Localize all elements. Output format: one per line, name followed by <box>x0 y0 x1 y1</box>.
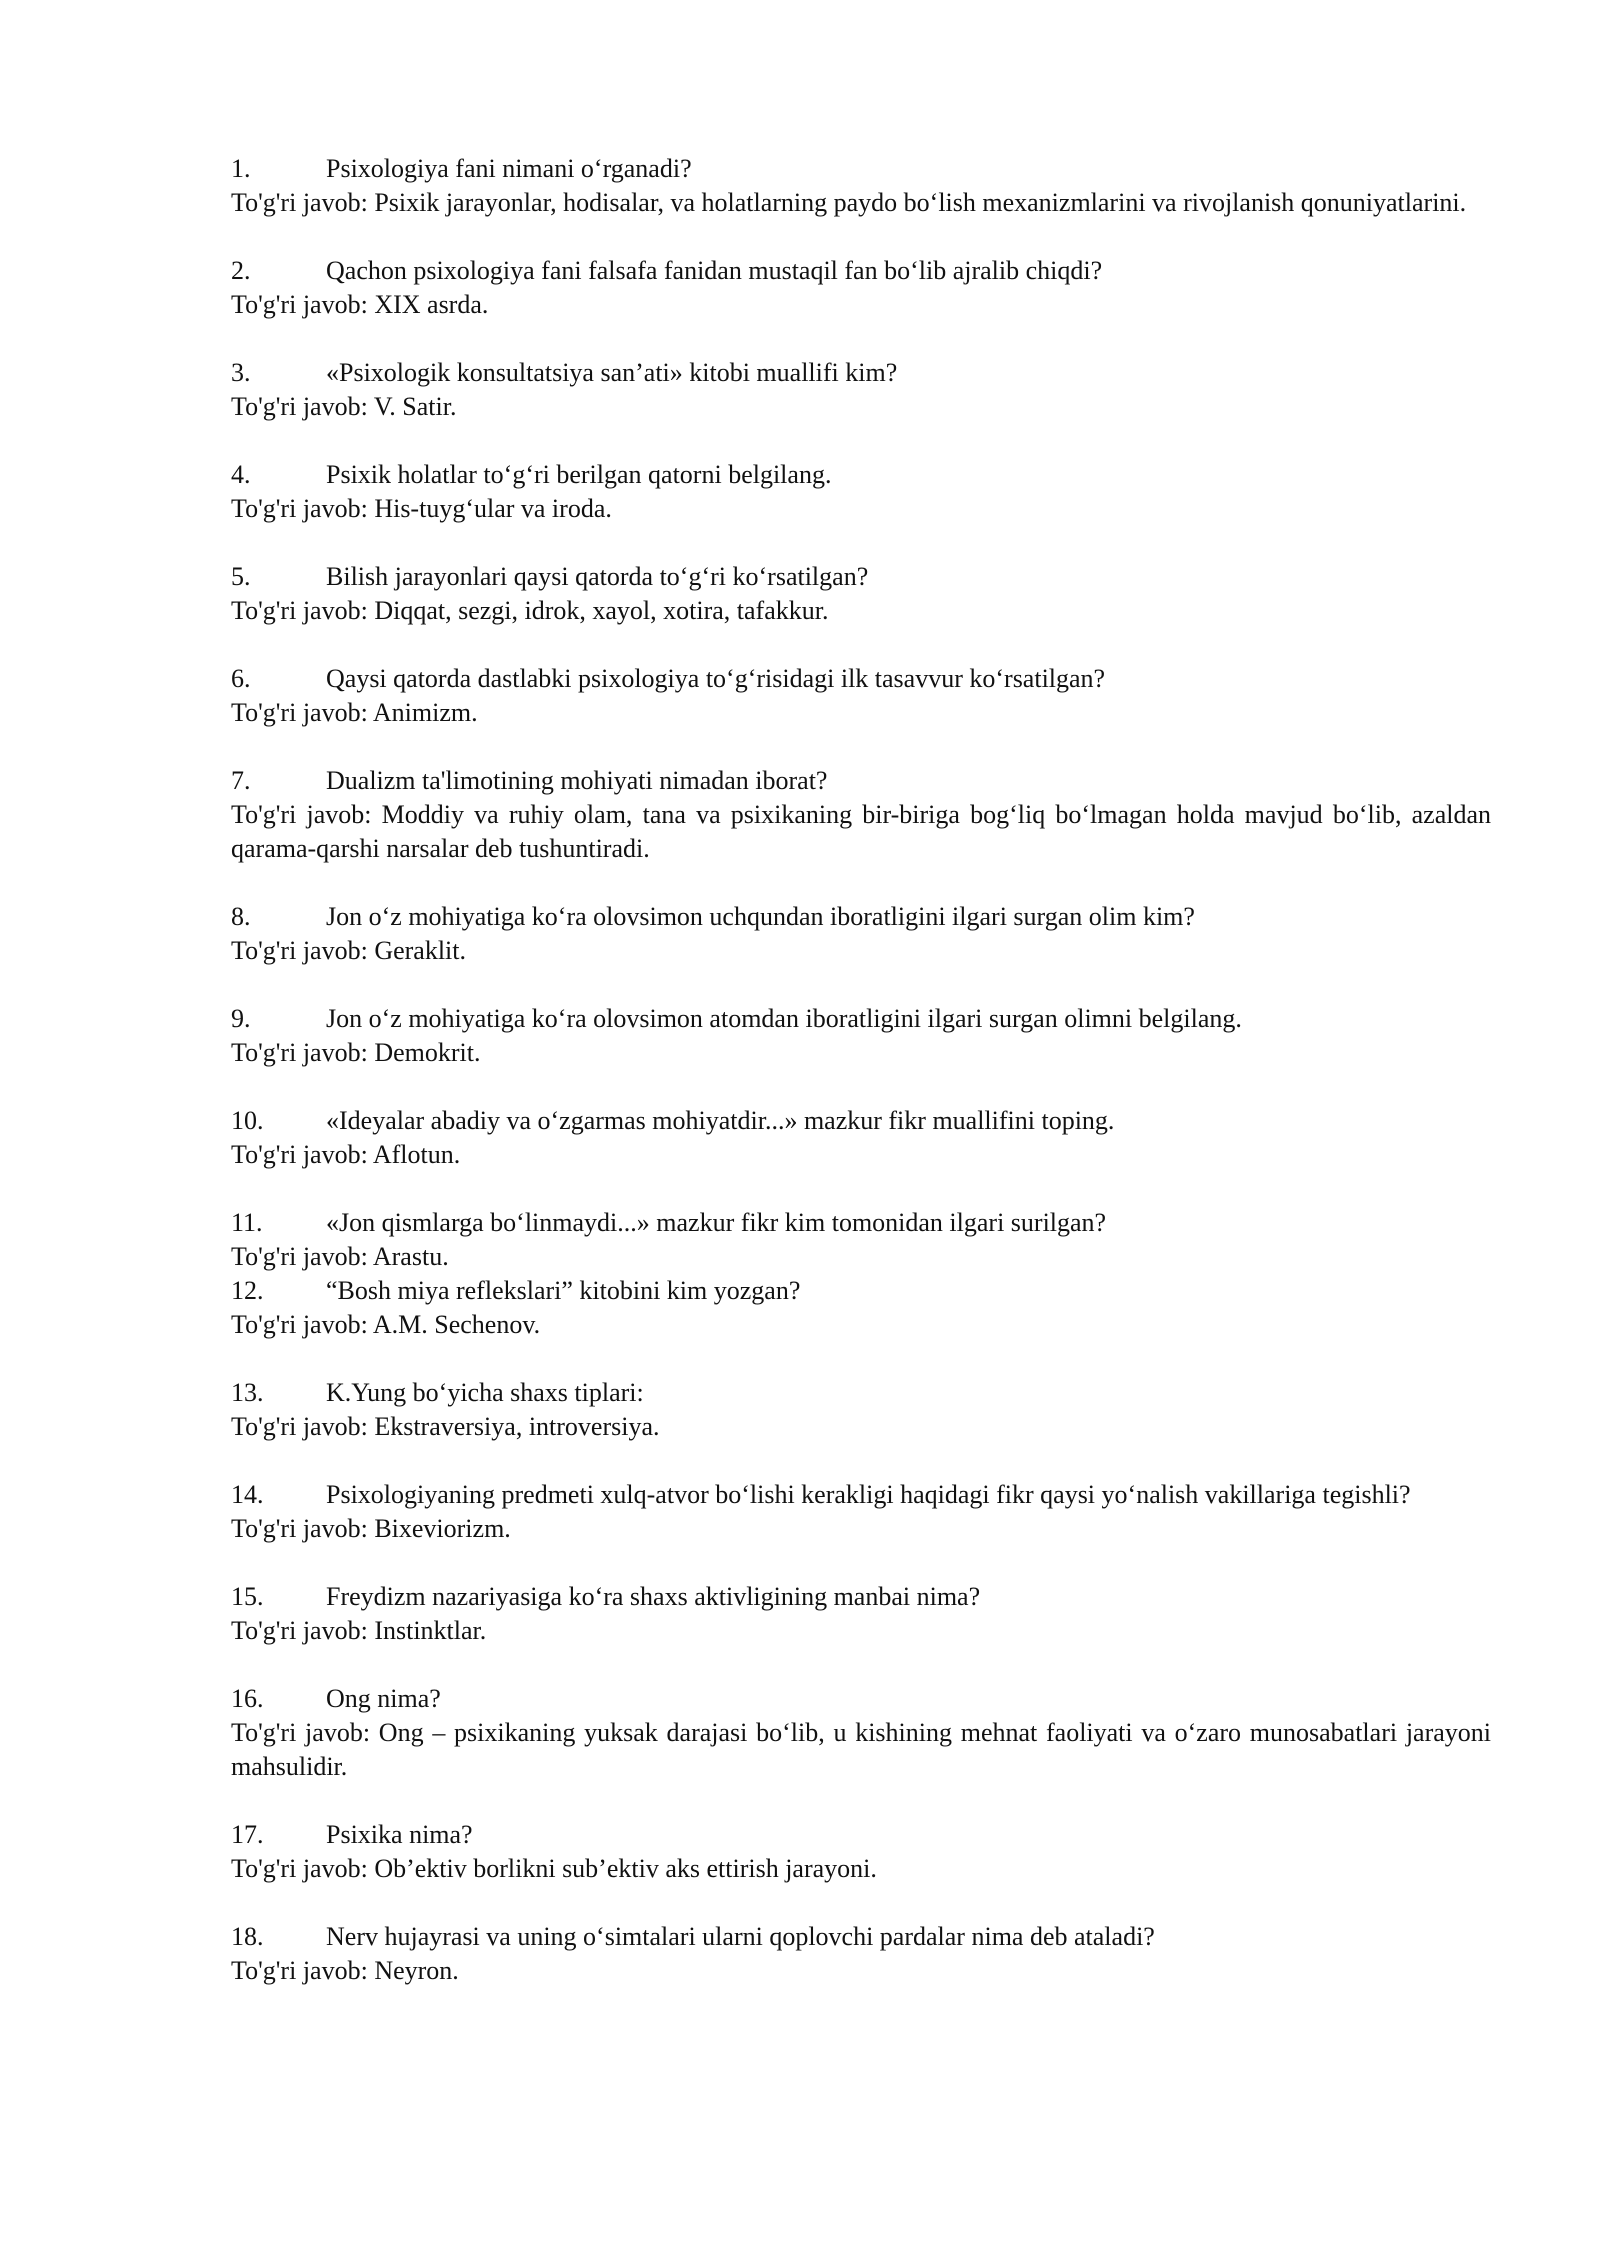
question <box>231 356 1491 390</box>
question-number: 2. <box>231 256 251 285</box>
answer <box>231 1614 1491 1648</box>
qa-item <box>231 1206 1491 1274</box>
question-text: Bilish jarayonlari qaysi qatorda to‘g‘ri ko‘rsatilgan? <box>326 562 869 591</box>
answer-text: XIX asrda. <box>374 290 489 319</box>
question <box>231 152 1491 186</box>
answer <box>231 1410 1491 1444</box>
qa-item <box>231 1920 1491 1988</box>
question <box>231 458 1491 492</box>
question-text: Qachon psixologiya fani falsafa fanidan mustaqil fan bo‘lib ajralib chiqdi? <box>326 256 1103 285</box>
answer-prefix: To'g'ri javob: <box>231 1616 375 1645</box>
answer-text: Instinktlar. <box>374 1616 487 1645</box>
question-text: Ong nima? <box>326 1684 441 1713</box>
answer <box>231 492 1491 526</box>
qa-item <box>231 1580 1491 1648</box>
answer-prefix: To'g'ri javob: <box>231 188 375 217</box>
answer-prefix: To'g'ri javob: <box>231 1854 375 1883</box>
answer-text: Geraklit. <box>374 936 466 965</box>
qa-item <box>231 900 1491 968</box>
answer-prefix: To'g'ri javob: <box>231 1718 379 1747</box>
question <box>231 254 1491 288</box>
answer <box>231 1240 1491 1274</box>
question <box>231 1580 1491 1614</box>
question-number: 18. <box>231 1922 264 1951</box>
question-number: 16. <box>231 1684 264 1713</box>
answer-text: Ong – psixikaning yuksak darajasi bo‘lib, u kishining mehnat faoliyati va o‘zaro munosabatlari jarayoni mahsulidir. <box>231 1718 1492 1781</box>
question-number: 1. <box>231 154 251 183</box>
question-number: 5. <box>231 562 251 591</box>
answer-text: Bixeviorizm. <box>374 1514 511 1543</box>
question-text: Psixologiyaning predmeti xulq-atvor bo‘lishi kerakligi haqidagi fikr qaysi yo‘nalish vakillariga tegishli? <box>326 1480 1411 1509</box>
answer-prefix: To'g'ri javob: <box>231 494 375 523</box>
question-text: Nerv hujayrasi va uning o‘simtalari ularni qoplovchi pardalar nima deb ataladi? <box>326 1922 1155 1951</box>
question <box>231 1920 1491 1954</box>
qa-item <box>231 152 1491 220</box>
document-page <box>231 152 1491 2022</box>
answer-text: His-tuyg‘ular va iroda. <box>374 494 612 523</box>
answer <box>231 934 1491 968</box>
answer-text: Arastu. <box>372 1242 449 1271</box>
answer-prefix: To'g'ri javob: <box>231 290 375 319</box>
question-number: 7. <box>231 766 251 795</box>
question <box>231 1818 1491 1852</box>
answer <box>231 1036 1491 1070</box>
question-number: 12. <box>231 1276 264 1305</box>
answer-prefix: To'g'ri javob: <box>231 800 382 829</box>
question-number: 17. <box>231 1820 264 1849</box>
question-text: Jon o‘z mohiyatiga ko‘ra olovsimon uchqundan iboratligini ilgari surgan olim kim? <box>326 902 1195 931</box>
answer-text: Animizm. <box>372 698 478 727</box>
answer-prefix: To'g'ri javob: <box>231 596 375 625</box>
answer-prefix: To'g'ri javob: <box>231 1140 373 1169</box>
answer-prefix: To'g'ri javob: <box>231 1956 375 1985</box>
answer-text: Ob’ektiv borlikni sub’ektiv aks ettirish jarayoni. <box>374 1854 877 1883</box>
question <box>231 662 1491 696</box>
answer-prefix: To'g'ri javob: <box>231 1038 375 1067</box>
answer-text: A.M. Sechenov. <box>372 1310 541 1339</box>
answer <box>231 288 1491 322</box>
qa-item <box>231 458 1491 526</box>
qa-item <box>231 1104 1491 1172</box>
question <box>231 1478 1491 1512</box>
question-text: Dualizm ta'limotining mohiyati nimadan iborat? <box>326 766 828 795</box>
answer-prefix: To'g'ri javob: <box>231 392 374 421</box>
question <box>231 900 1491 934</box>
answer-text: Neyron. <box>374 1956 459 1985</box>
qa-item <box>231 254 1491 322</box>
qa-item <box>231 764 1491 866</box>
question-text: «Ideyalar abadiy va o‘zgarmas mohiyatdir...» mazkur fikr muallifini toping. <box>326 1106 1115 1135</box>
question <box>231 1206 1491 1240</box>
answer <box>231 1954 1491 1988</box>
answer <box>231 696 1491 730</box>
qa-item <box>231 662 1491 730</box>
answer-prefix: To'g'ri javob: <box>231 1242 373 1271</box>
question-number: 10. <box>231 1106 264 1135</box>
answer <box>231 1716 1491 1784</box>
answer <box>231 1308 1491 1342</box>
qa-item <box>231 1818 1491 1886</box>
answer-prefix: To'g'ri javob: <box>231 1310 373 1339</box>
answer-text: Psixik jarayonlar, hodisalar, va holatlarning paydo bo‘lish mexanizmlarini va rivojlanish qonuniyatlarini. <box>374 188 1467 217</box>
question <box>231 1002 1491 1036</box>
answer-text: Demokrit. <box>374 1038 481 1067</box>
answer <box>231 186 1491 220</box>
question-text: “Bosh miya reflekslari” kitobini kim yozgan? <box>326 1276 801 1305</box>
answer-text: V. Satir. <box>373 392 457 421</box>
question <box>231 560 1491 594</box>
answer <box>231 1852 1491 1886</box>
answer-prefix: To'g'ri javob: <box>231 1514 375 1543</box>
answer-text: Aflotun. <box>372 1140 461 1169</box>
question-text: Qaysi qatorda dastlabki psixologiya to‘g‘risidagi ilk tasavvur ko‘rsatilgan? <box>326 664 1106 693</box>
question <box>231 1104 1491 1138</box>
qa-item <box>231 1002 1491 1070</box>
answer-text: Diqqat, sezgi, idrok, xayol, xotira, tafakkur. <box>374 596 829 625</box>
question-number: 9. <box>231 1004 251 1033</box>
qa-item <box>231 1376 1491 1444</box>
question-number: 11. <box>231 1208 263 1237</box>
qa-item <box>231 1478 1491 1546</box>
question-number: 14. <box>231 1480 264 1509</box>
qa-item <box>231 560 1491 628</box>
question-text: Psixika nima? <box>326 1820 473 1849</box>
question-text: «Jon qismlarga bo‘linmaydi...» mazkur fikr kim tomonidan ilgari surilgan? <box>326 1208 1107 1237</box>
answer-text: Ekstraversiya, introversiya. <box>374 1412 660 1441</box>
question-number: 15. <box>231 1582 264 1611</box>
answer <box>231 1512 1491 1546</box>
question-number: 13. <box>231 1378 264 1407</box>
answer <box>231 798 1491 866</box>
question-text: Psixik holatlar to‘g‘ri berilgan qatorni belgilang. <box>326 460 832 489</box>
question-number: 3. <box>231 358 251 387</box>
answer-prefix: To'g'ri javob: <box>231 1412 375 1441</box>
question-text: Jon o‘z mohiyatiga ko‘ra olovsimon atomdan iboratligini ilgari surgan olimni belgilang. <box>326 1004 1242 1033</box>
question <box>231 1274 1491 1308</box>
answer-prefix: To'g'ri javob: <box>231 936 375 965</box>
question <box>231 764 1491 798</box>
qa-item <box>231 356 1491 424</box>
question <box>231 1376 1491 1410</box>
qa-item <box>231 1274 1491 1342</box>
question-number: 4. <box>231 460 251 489</box>
answer-text: Moddiy va ruhiy olam, tana va psixikaning bir-biriga bog‘liq bo‘lmagan holda mavjud bo‘lib, azaldan qarama-qarshi narsalar deb tushuntiradi. <box>231 800 1491 863</box>
question-number: 8. <box>231 902 251 931</box>
question-number: 6. <box>231 664 251 693</box>
qa-item <box>231 1682 1491 1784</box>
question-text: Psixologiya fani nimani o‘rganadi? <box>326 154 692 183</box>
answer <box>231 1138 1491 1172</box>
answer-prefix: To'g'ri javob: <box>231 698 373 727</box>
question-text: «Psixologik konsultatsiya san’ati» kitobi muallifi kim? <box>326 358 898 387</box>
question-text: K.Yung bo‘yicha shaxs tiplari: <box>326 1378 644 1407</box>
answer <box>231 594 1491 628</box>
answer <box>231 390 1491 424</box>
question <box>231 1682 1491 1716</box>
question-text: Freydizm nazariyasiga ko‘ra shaxs aktivligining manbai nima? <box>326 1582 981 1611</box>
